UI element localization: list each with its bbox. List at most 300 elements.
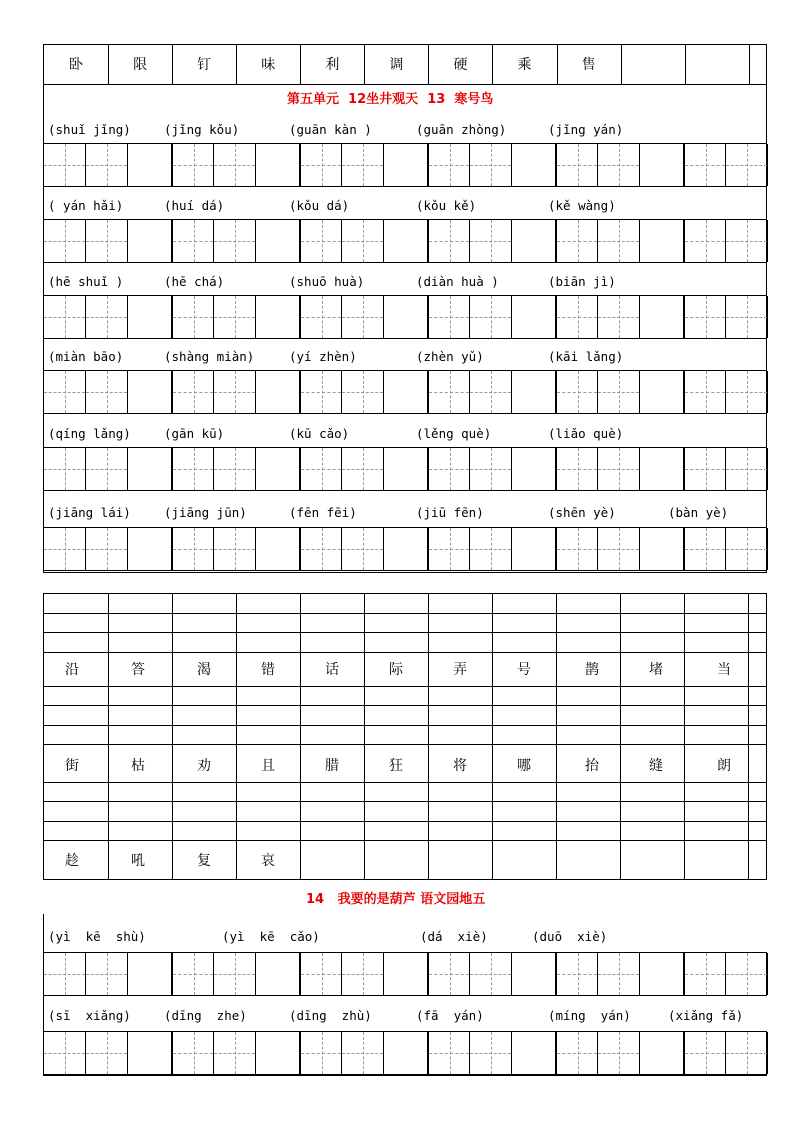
guide-line-horizontal bbox=[86, 974, 127, 975]
pinyin-label: (miàn bāo) bbox=[48, 349, 124, 364]
tianzige-cell[interactable] bbox=[172, 528, 214, 570]
blank-cell bbox=[384, 220, 428, 262]
guide-line-horizontal bbox=[557, 1053, 597, 1054]
grid-character: 街 bbox=[65, 758, 79, 774]
tianzige-cell[interactable] bbox=[214, 953, 256, 995]
tianzige-cell[interactable] bbox=[172, 448, 214, 490]
grid-row-divider bbox=[44, 840, 766, 841]
grid-character: 弄 bbox=[453, 662, 467, 678]
guide-line-horizontal bbox=[173, 392, 213, 393]
guide-line-horizontal bbox=[301, 392, 341, 393]
grid-row-divider bbox=[44, 801, 766, 802]
tianzige-cell[interactable] bbox=[470, 953, 512, 995]
tianzige-cell[interactable] bbox=[86, 371, 128, 413]
grid-row-divider bbox=[44, 782, 766, 783]
writing-box bbox=[43, 295, 767, 339]
pinyin-label: (shēn yè) bbox=[548, 505, 616, 520]
pinyin-label: (yì kē shù) bbox=[48, 929, 146, 944]
blank-cell bbox=[384, 528, 428, 570]
tianzige-cell[interactable] bbox=[300, 1032, 342, 1074]
tianzige-cell[interactable] bbox=[44, 371, 86, 413]
guide-line-horizontal bbox=[44, 165, 85, 166]
tianzige-cell[interactable] bbox=[300, 144, 342, 186]
blank-cell bbox=[256, 528, 300, 570]
guide-line-horizontal bbox=[470, 392, 511, 393]
tianzige-cell[interactable] bbox=[44, 144, 86, 186]
tianzige-cell[interactable] bbox=[470, 371, 512, 413]
tianzige-cell[interactable] bbox=[86, 144, 128, 186]
grid-character: 劝 bbox=[197, 758, 211, 774]
grid-column-divider bbox=[364, 594, 365, 879]
guide-line-horizontal bbox=[173, 241, 213, 242]
top-row-character: 硬 bbox=[453, 57, 468, 73]
blank-cell bbox=[512, 953, 556, 995]
blank-cell bbox=[640, 1032, 684, 1074]
pinyin-label: (yì kē cǎo) bbox=[222, 929, 320, 944]
blank-cell bbox=[128, 953, 172, 995]
tianzige-cell[interactable] bbox=[86, 528, 128, 570]
guide-line-horizontal bbox=[685, 317, 725, 318]
guide-line-horizontal bbox=[301, 549, 341, 550]
grid-character: 答 bbox=[131, 662, 145, 678]
grid-column-divider bbox=[748, 594, 749, 879]
blank-cell bbox=[256, 144, 300, 186]
tianzige-cell[interactable] bbox=[684, 528, 726, 570]
blank-cell bbox=[512, 144, 556, 186]
guide-line-horizontal bbox=[301, 241, 341, 242]
tianzige-cell[interactable] bbox=[684, 371, 726, 413]
guide-line-horizontal bbox=[86, 317, 127, 318]
guide-line-horizontal bbox=[470, 1053, 511, 1054]
guide-line-horizontal bbox=[429, 1053, 469, 1054]
grid-row-divider bbox=[44, 705, 766, 706]
grid-row-divider bbox=[44, 652, 766, 653]
grid-row-divider bbox=[44, 821, 766, 822]
pinyin-label: (jǐng kǒu) bbox=[164, 122, 240, 137]
tianzige-cell[interactable] bbox=[726, 296, 768, 338]
tianzige-cell[interactable] bbox=[598, 144, 640, 186]
guide-line-horizontal bbox=[429, 974, 469, 975]
tianzige-cell[interactable] bbox=[726, 528, 768, 570]
writing-box bbox=[43, 527, 767, 571]
tianzige-cell[interactable] bbox=[684, 144, 726, 186]
grid-character: 哀 bbox=[261, 853, 275, 869]
guide-line-horizontal bbox=[557, 469, 597, 470]
blank-cell bbox=[640, 448, 684, 490]
guide-line-horizontal bbox=[598, 241, 639, 242]
tianzige-cell[interactable] bbox=[598, 953, 640, 995]
tianzige-cell[interactable] bbox=[428, 1032, 470, 1074]
tianzige-cell[interactable] bbox=[470, 1032, 512, 1074]
guide-line-horizontal bbox=[301, 974, 341, 975]
guide-line-horizontal bbox=[301, 1053, 341, 1054]
pinyin-label: (bàn yè) bbox=[668, 505, 729, 520]
top-row-divider bbox=[749, 45, 750, 84]
tianzige-cell[interactable] bbox=[556, 1032, 598, 1074]
tianzige-cell[interactable] bbox=[556, 220, 598, 262]
blank-cell bbox=[256, 448, 300, 490]
tianzige-cell[interactable] bbox=[300, 528, 342, 570]
writing-box bbox=[43, 370, 767, 414]
guide-line-horizontal bbox=[470, 165, 511, 166]
guide-line-horizontal bbox=[557, 549, 597, 550]
grid-column-divider bbox=[620, 594, 621, 879]
top-row-character: 调 bbox=[389, 57, 404, 73]
tianzige-cell[interactable] bbox=[598, 528, 640, 570]
grid-column-divider bbox=[300, 594, 301, 879]
blank-cell bbox=[128, 296, 172, 338]
grid-row-divider bbox=[44, 686, 766, 687]
grid-column-divider bbox=[492, 594, 493, 879]
pinyin-label: (kǒu kě) bbox=[416, 198, 477, 213]
tianzige-cell[interactable] bbox=[598, 220, 640, 262]
guide-line-horizontal bbox=[726, 974, 767, 975]
top-row-character: 售 bbox=[581, 57, 596, 73]
pinyin-label: (shàng miàn) bbox=[164, 349, 255, 364]
blank-cell bbox=[384, 953, 428, 995]
guide-line-horizontal bbox=[342, 974, 383, 975]
grid-character: 错 bbox=[261, 662, 275, 678]
blank-cell bbox=[512, 528, 556, 570]
blank-cell bbox=[640, 528, 684, 570]
tianzige-cell[interactable] bbox=[598, 296, 640, 338]
grid-character: 朗 bbox=[717, 758, 731, 774]
guide-line-horizontal bbox=[301, 469, 341, 470]
guide-line-horizontal bbox=[598, 317, 639, 318]
guide-line-horizontal bbox=[598, 974, 639, 975]
top-row-character: 卧 bbox=[69, 57, 84, 73]
blank-cell bbox=[640, 371, 684, 413]
tianzige-cell[interactable] bbox=[556, 528, 598, 570]
guide-line-horizontal bbox=[557, 317, 597, 318]
grid-character: 渴 bbox=[197, 662, 211, 678]
guide-line-horizontal bbox=[86, 392, 127, 393]
pinyin-label: (fā yán) bbox=[416, 1008, 484, 1023]
top-row-divider bbox=[685, 45, 686, 84]
top-character-row bbox=[43, 44, 767, 85]
tianzige-cell[interactable] bbox=[726, 448, 768, 490]
grid-character: 缝 bbox=[649, 758, 663, 774]
guide-line-horizontal bbox=[557, 241, 597, 242]
guide-line-horizontal bbox=[44, 392, 85, 393]
tianzige-cell[interactable] bbox=[428, 371, 470, 413]
guide-line-horizontal bbox=[86, 469, 127, 470]
grid-column-divider bbox=[556, 594, 557, 879]
grid-character: 哪 bbox=[517, 758, 531, 774]
pinyin-label: (duō xiè) bbox=[532, 929, 608, 944]
tianzige-cell[interactable] bbox=[214, 371, 256, 413]
guide-line-horizontal bbox=[44, 241, 85, 242]
tianzige-cell[interactable] bbox=[172, 1032, 214, 1074]
tianzige-cell[interactable] bbox=[726, 371, 768, 413]
guide-line-horizontal bbox=[342, 392, 383, 393]
tianzige-cell[interactable] bbox=[428, 220, 470, 262]
top-row-character: 乘 bbox=[517, 57, 532, 73]
pinyin-label: (fēn fēi) bbox=[289, 505, 357, 520]
guide-line-horizontal bbox=[173, 1053, 213, 1054]
tianzige-cell[interactable] bbox=[556, 371, 598, 413]
tianzige-cell[interactable] bbox=[86, 1032, 128, 1074]
tianzige-cell[interactable] bbox=[44, 448, 86, 490]
tianzige-cell[interactable] bbox=[300, 371, 342, 413]
guide-line-horizontal bbox=[470, 241, 511, 242]
blank-cell bbox=[128, 448, 172, 490]
tianzige-cell[interactable] bbox=[86, 220, 128, 262]
guide-line-horizontal bbox=[429, 241, 469, 242]
grid-column-divider bbox=[172, 594, 173, 879]
guide-line-horizontal bbox=[429, 549, 469, 550]
tianzige-cell[interactable] bbox=[556, 953, 598, 995]
top-row-character: 味 bbox=[261, 57, 276, 73]
blank-cell bbox=[128, 528, 172, 570]
guide-line-horizontal bbox=[44, 1053, 85, 1054]
tianzige-cell[interactable] bbox=[556, 144, 598, 186]
blank-cell bbox=[256, 296, 300, 338]
tianzige-cell[interactable] bbox=[86, 448, 128, 490]
blank-cell bbox=[640, 953, 684, 995]
guide-line-horizontal bbox=[342, 549, 383, 550]
tianzige-cell[interactable] bbox=[428, 296, 470, 338]
grid-character: 际 bbox=[389, 662, 403, 678]
grid-character: 抬 bbox=[585, 758, 599, 774]
guide-line-horizontal bbox=[429, 165, 469, 166]
pinyin-label: (kū cǎo) bbox=[289, 426, 350, 441]
top-row-divider bbox=[621, 45, 622, 84]
tianzige-cell[interactable] bbox=[684, 1032, 726, 1074]
guide-line-horizontal bbox=[470, 469, 511, 470]
guide-line-horizontal bbox=[214, 1053, 255, 1054]
tianzige-cell[interactable] bbox=[300, 448, 342, 490]
blank-cell bbox=[512, 1032, 556, 1074]
blank-cell bbox=[384, 1032, 428, 1074]
grid-column-divider bbox=[236, 594, 237, 879]
tianzige-cell[interactable] bbox=[684, 220, 726, 262]
grid-character: 当 bbox=[717, 662, 731, 678]
writing-box bbox=[43, 1031, 767, 1075]
pinyin-label: (lěng què) bbox=[416, 426, 492, 441]
guide-line-horizontal bbox=[685, 392, 725, 393]
guide-line-horizontal bbox=[685, 469, 725, 470]
guide-line-horizontal bbox=[214, 392, 255, 393]
tianzige-cell[interactable] bbox=[342, 371, 384, 413]
guide-line-horizontal bbox=[173, 469, 213, 470]
pinyin-label: (yí zhèn) bbox=[289, 349, 357, 364]
tianzige-cell[interactable] bbox=[44, 953, 86, 995]
grid-column-divider bbox=[684, 594, 685, 879]
writing-box bbox=[43, 143, 767, 187]
tianzige-cell[interactable] bbox=[214, 144, 256, 186]
tianzige-cell[interactable] bbox=[44, 296, 86, 338]
grid-row-divider bbox=[44, 744, 766, 745]
guide-line-horizontal bbox=[726, 317, 767, 318]
tianzige-cell[interactable] bbox=[470, 144, 512, 186]
tianzige-cell[interactable] bbox=[44, 220, 86, 262]
guide-line-horizontal bbox=[301, 165, 341, 166]
blank-cell bbox=[640, 220, 684, 262]
pinyin-label: (dá xiè) bbox=[420, 929, 488, 944]
tianzige-cell[interactable] bbox=[172, 296, 214, 338]
tianzige-cell[interactable] bbox=[684, 953, 726, 995]
tianzige-cell[interactable] bbox=[342, 448, 384, 490]
tianzige-cell[interactable] bbox=[300, 953, 342, 995]
pinyin-label: (qíng lǎng) bbox=[48, 426, 131, 441]
tianzige-cell[interactable] bbox=[428, 528, 470, 570]
guide-line-horizontal bbox=[342, 469, 383, 470]
guide-line-horizontal bbox=[86, 165, 127, 166]
blank-cell bbox=[128, 220, 172, 262]
guide-line-horizontal bbox=[598, 549, 639, 550]
guide-line-horizontal bbox=[214, 317, 255, 318]
guide-line-horizontal bbox=[342, 1053, 383, 1054]
tianzige-cell[interactable] bbox=[214, 220, 256, 262]
guide-line-horizontal bbox=[173, 974, 213, 975]
tianzige-cell[interactable] bbox=[342, 296, 384, 338]
tianzige-cell[interactable] bbox=[214, 448, 256, 490]
tianzige-cell[interactable] bbox=[470, 296, 512, 338]
pinyin-label: (kě wàng) bbox=[548, 198, 616, 213]
tianzige-cell[interactable] bbox=[684, 448, 726, 490]
tianzige-cell[interactable] bbox=[342, 220, 384, 262]
guide-line-horizontal bbox=[726, 549, 767, 550]
tianzige-cell[interactable] bbox=[214, 528, 256, 570]
guide-line-horizontal bbox=[726, 392, 767, 393]
guide-line-horizontal bbox=[342, 317, 383, 318]
tianzige-cell[interactable] bbox=[86, 296, 128, 338]
guide-line-horizontal bbox=[685, 165, 725, 166]
grid-character: 话 bbox=[325, 662, 339, 678]
tianzige-cell[interactable] bbox=[470, 528, 512, 570]
grid-character: 狂 bbox=[389, 758, 403, 774]
tianzige-cell[interactable] bbox=[598, 371, 640, 413]
pinyin-label: (kāi lǎng) bbox=[548, 349, 624, 364]
tianzige-cell[interactable] bbox=[428, 448, 470, 490]
grid-character: 堵 bbox=[649, 662, 663, 678]
pinyin-label: (jiū fēn) bbox=[416, 505, 484, 520]
guide-line-horizontal bbox=[86, 1053, 127, 1054]
tianzige-cell[interactable] bbox=[598, 448, 640, 490]
grid-row-divider bbox=[44, 613, 766, 614]
blank-cell bbox=[384, 448, 428, 490]
writing-box bbox=[43, 219, 767, 263]
pinyin-label: (shuō huà) bbox=[289, 274, 365, 289]
grid-character: 吼 bbox=[131, 853, 145, 869]
pinyin-label: (shuǐ jǐng) bbox=[48, 122, 131, 137]
pinyin-label: (kǒu dá) bbox=[289, 198, 350, 213]
pinyin-label: ( yán hǎi) bbox=[48, 198, 124, 213]
pinyin-label: (sī xiǎng) bbox=[48, 1008, 131, 1023]
guide-line-horizontal bbox=[214, 241, 255, 242]
tianzige-cell[interactable] bbox=[470, 448, 512, 490]
guide-line-horizontal bbox=[44, 469, 85, 470]
guide-line-horizontal bbox=[598, 165, 639, 166]
tianzige-cell[interactable] bbox=[726, 1032, 768, 1074]
tianzige-cell[interactable] bbox=[44, 528, 86, 570]
character-grid-table bbox=[43, 593, 767, 880]
top-row-character: 钉 bbox=[197, 57, 212, 73]
tianzige-cell[interactable] bbox=[428, 144, 470, 186]
tianzige-cell[interactable] bbox=[300, 220, 342, 262]
guide-line-horizontal bbox=[44, 317, 85, 318]
tianzige-cell[interactable] bbox=[556, 448, 598, 490]
guide-line-horizontal bbox=[44, 974, 85, 975]
grid-character: 将 bbox=[453, 758, 467, 774]
blank-cell bbox=[384, 296, 428, 338]
guide-line-horizontal bbox=[86, 549, 127, 550]
tianzige-cell[interactable] bbox=[470, 220, 512, 262]
tianzige-cell[interactable] bbox=[342, 528, 384, 570]
tianzige-cell[interactable] bbox=[726, 220, 768, 262]
grid-character: 号 bbox=[517, 662, 531, 678]
tianzige-cell[interactable] bbox=[556, 296, 598, 338]
tianzige-cell[interactable] bbox=[342, 144, 384, 186]
grid-column-divider bbox=[428, 594, 429, 879]
section1-title: 第五单元 12坐井观天 13 寒号鸟 bbox=[287, 92, 494, 107]
tianzige-cell[interactable] bbox=[342, 1032, 384, 1074]
guide-line-horizontal bbox=[726, 241, 767, 242]
guide-line-horizontal bbox=[429, 469, 469, 470]
blank-cell bbox=[256, 1032, 300, 1074]
pinyin-label: (huí dá) bbox=[164, 198, 225, 213]
tianzige-cell[interactable] bbox=[214, 1032, 256, 1074]
pinyin-label: (dīng zhe) bbox=[164, 1008, 247, 1023]
tianzige-cell[interactable] bbox=[172, 953, 214, 995]
pinyin-label: (biān jì) bbox=[548, 274, 616, 289]
guide-line-horizontal bbox=[557, 974, 597, 975]
guide-line-horizontal bbox=[44, 549, 85, 550]
pinyin-label: (xiǎng fǎ) bbox=[668, 1008, 744, 1023]
tianzige-cell[interactable] bbox=[598, 1032, 640, 1074]
blank-cell bbox=[512, 220, 556, 262]
tianzige-cell[interactable] bbox=[172, 371, 214, 413]
blank-cell bbox=[384, 371, 428, 413]
writing-box bbox=[43, 447, 767, 491]
tianzige-cell[interactable] bbox=[726, 144, 768, 186]
blank-cell bbox=[128, 1032, 172, 1074]
guide-line-horizontal bbox=[173, 317, 213, 318]
tianzige-cell[interactable] bbox=[684, 296, 726, 338]
guide-line-horizontal bbox=[301, 317, 341, 318]
grid-row-divider bbox=[44, 632, 766, 633]
blank-cell bbox=[512, 296, 556, 338]
tianzige-cell[interactable] bbox=[726, 953, 768, 995]
pinyin-label: (hē chá) bbox=[164, 274, 225, 289]
tianzige-cell[interactable] bbox=[428, 953, 470, 995]
tianzige-cell[interactable] bbox=[44, 1032, 86, 1074]
guide-line-horizontal bbox=[470, 549, 511, 550]
tianzige-cell[interactable] bbox=[172, 220, 214, 262]
blank-cell bbox=[128, 371, 172, 413]
guide-line-horizontal bbox=[470, 317, 511, 318]
tianzige-cell[interactable] bbox=[342, 953, 384, 995]
grid-character: 复 bbox=[197, 853, 211, 869]
grid-row-divider bbox=[44, 725, 766, 726]
guide-line-horizontal bbox=[557, 165, 597, 166]
guide-line-horizontal bbox=[598, 1053, 639, 1054]
grid-character: 枯 bbox=[131, 758, 145, 774]
guide-line-horizontal bbox=[429, 392, 469, 393]
guide-line-horizontal bbox=[214, 469, 255, 470]
grid-character: 且 bbox=[261, 758, 275, 774]
blank-cell bbox=[640, 144, 684, 186]
tianzige-cell[interactable] bbox=[214, 296, 256, 338]
grid-character: 鹊 bbox=[585, 662, 599, 678]
guide-line-horizontal bbox=[173, 165, 213, 166]
tianzige-cell[interactable] bbox=[86, 953, 128, 995]
tianzige-cell[interactable] bbox=[172, 144, 214, 186]
tianzige-cell[interactable] bbox=[300, 296, 342, 338]
pinyin-label: (dīng zhù) bbox=[289, 1008, 372, 1023]
blank-cell bbox=[384, 144, 428, 186]
